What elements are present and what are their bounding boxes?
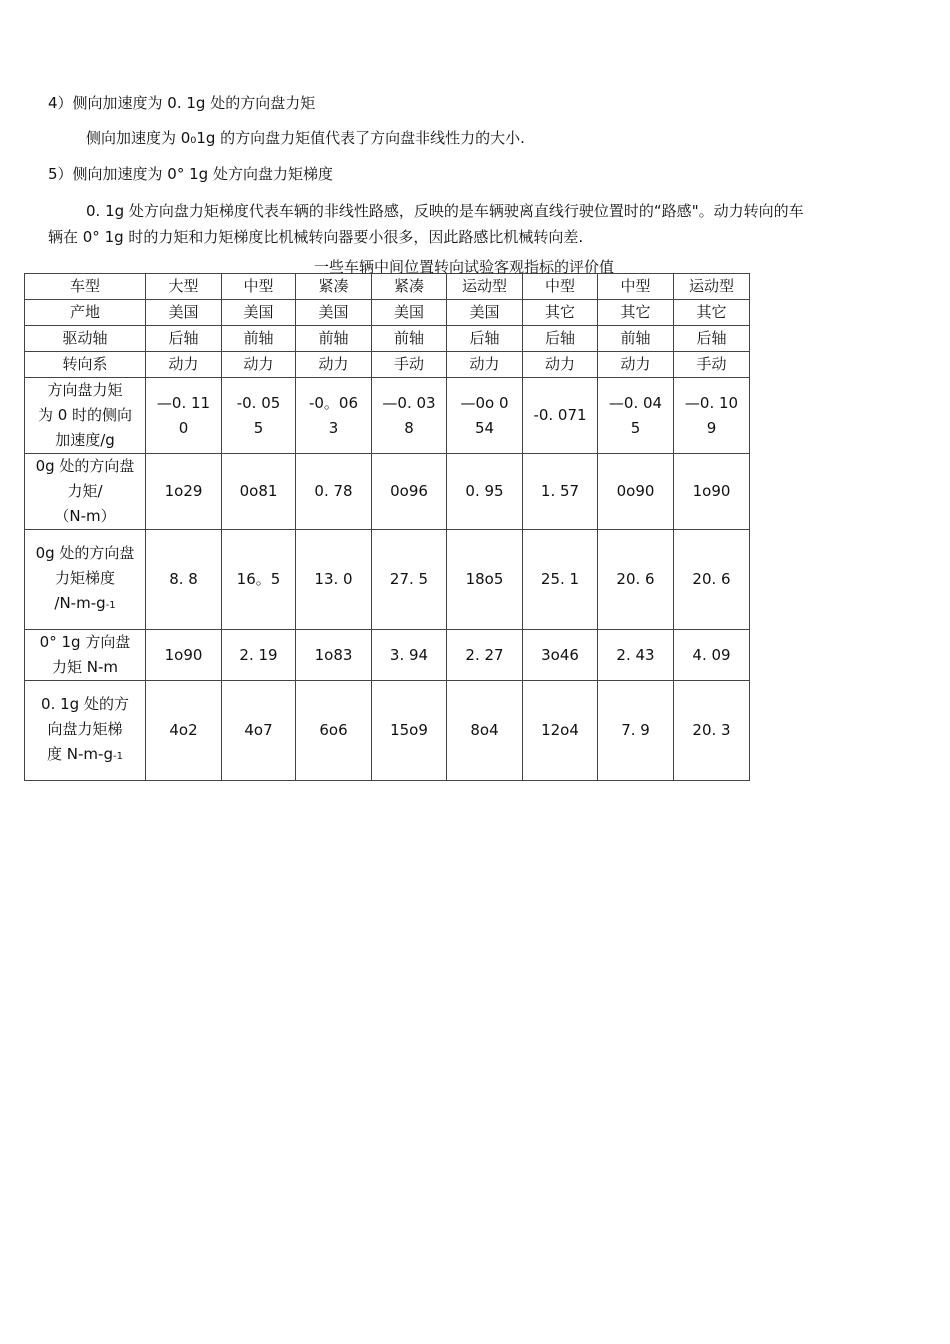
table-cell: 4o7 — [222, 681, 296, 781]
table-row — [25, 630, 750, 681]
row-label-line: 0. 1g 处的方 — [41, 695, 129, 713]
table-cell: 动力 — [523, 352, 598, 378]
table-cell: 27. 5 — [372, 530, 447, 630]
table-row — [25, 378, 750, 454]
table-cell: 2. 43 — [598, 630, 674, 681]
table-cell: 其它 — [523, 300, 598, 326]
table-cell: —0o 054 — [447, 378, 523, 454]
table-cell: -0. 055 — [222, 378, 296, 454]
table-row — [25, 326, 750, 352]
table-cell: 前轴 — [598, 326, 674, 352]
table-cell: 后轴 — [674, 326, 750, 352]
table-cell: 0o90 — [598, 454, 674, 530]
table-cell: 动力 — [222, 352, 296, 378]
row-label-line: 加速度/g — [55, 431, 115, 449]
table-cell: 1o29 — [146, 454, 222, 530]
table-cell: 手动 — [674, 352, 750, 378]
row-label — [25, 630, 146, 681]
table-cell: —0. 038 — [372, 378, 447, 454]
row-label-line: 方向盘力矩 — [47, 381, 123, 399]
table-row — [25, 300, 750, 326]
table-cell: 7. 9 — [598, 681, 674, 781]
table-cell: -0. 071 — [523, 378, 598, 454]
row-label: 产地 — [25, 300, 146, 326]
row-label: 转向系 — [25, 352, 146, 378]
table-cell: —0. 110 — [146, 378, 222, 454]
table-cell: 0o96 — [372, 454, 447, 530]
row-label-line: 力矩/ — [67, 482, 103, 500]
section-5-heading: 5）侧向加速度为 0° 1g 处方向盘力矩梯度 — [48, 165, 333, 183]
table-cell: 15o9 — [372, 681, 447, 781]
table-cell: 紧凑 — [296, 274, 372, 300]
table-cell: 大型 — [146, 274, 222, 300]
table-cell: 0o81 — [222, 454, 296, 530]
table-cell: 4o2 — [146, 681, 222, 781]
table-cell: 动力 — [447, 352, 523, 378]
row-label-line: 力矩梯度 — [54, 569, 115, 587]
row-label-line: 0g 处的方向盘 — [35, 457, 135, 475]
table-cell: 动力 — [146, 352, 222, 378]
table-cell: 运动型 — [447, 274, 523, 300]
table-cell: 前轴 — [222, 326, 296, 352]
row-label-line: 0g 处的方向盘 — [35, 544, 135, 562]
table-cell: 1. 57 — [523, 454, 598, 530]
row-label — [25, 681, 146, 781]
table-cell: 动力 — [598, 352, 674, 378]
table-cell: 2. 27 — [447, 630, 523, 681]
table-cell: 后轴 — [447, 326, 523, 352]
table-cell: 美国 — [372, 300, 447, 326]
table-cell: 1o83 — [296, 630, 372, 681]
table-cell: 8. 8 — [146, 530, 222, 630]
table-cell: 美国 — [222, 300, 296, 326]
row-label — [25, 530, 146, 630]
table-cell: 美国 — [447, 300, 523, 326]
row-label-line: /N-m-g-1 — [54, 594, 116, 612]
table-row — [25, 454, 750, 530]
row-label-line: 向盘力矩梯 — [47, 720, 123, 738]
table-cell: 4. 09 — [674, 630, 750, 681]
table-cell: 20. 6 — [598, 530, 674, 630]
table-cell: 手动 — [372, 352, 447, 378]
table-cell: —0. 045 — [598, 378, 674, 454]
table-cell: —0. 109 — [674, 378, 750, 454]
table-caption: 一些车辆中间位置转向试验客观指标的评价值 — [314, 258, 615, 276]
section-4-text: 侧向加速度为 0₀1g 的方向盘力矩值代表了方向盘非线性力的大小. — [86, 129, 525, 147]
section-5-text-line-2: 辆在 0° 1g 时的力矩和力矩梯度比机械转向器要小很多，因此路感比机械转向差. — [48, 228, 584, 246]
table-cell: 其它 — [674, 300, 750, 326]
table-cell: 后轴 — [523, 326, 598, 352]
unit-exponent: -1 — [112, 751, 123, 762]
table-cell: 18o5 — [447, 530, 523, 630]
table-cell: -0。063 — [296, 378, 372, 454]
table-cell: 20. 6 — [674, 530, 750, 630]
table-cell: 3. 94 — [372, 630, 447, 681]
table-cell: 8o4 — [447, 681, 523, 781]
table-cell: 前轴 — [372, 326, 447, 352]
table-cell: 1o90 — [146, 630, 222, 681]
table-row — [25, 274, 750, 300]
table-cell: 中型 — [523, 274, 598, 300]
table-cell: 3o46 — [523, 630, 598, 681]
table-cell: 20. 3 — [674, 681, 750, 781]
table-cell: 美国 — [296, 300, 372, 326]
section-4-heading: 4）侧向加速度为 0. 1g 处的方向盘力矩 — [48, 94, 316, 112]
row-label — [25, 454, 146, 530]
table-cell: 其它 — [598, 300, 674, 326]
table-cell: 25. 1 — [523, 530, 598, 630]
table-cell: 1o90 — [674, 454, 750, 530]
table-row — [25, 530, 750, 630]
table-row — [25, 352, 750, 378]
table-cell: 6o6 — [296, 681, 372, 781]
row-label-line: 力矩 N-m — [51, 658, 118, 676]
row-label: 车型 — [25, 274, 146, 300]
table-row — [25, 681, 750, 781]
row-label-line: 0° 1g 方向盘 — [39, 633, 131, 651]
table-cell: 2. 19 — [222, 630, 296, 681]
table-cell: 紧凑 — [372, 274, 447, 300]
table-cell: 后轴 — [146, 326, 222, 352]
table-cell: 16。5 — [222, 530, 296, 630]
table-cell: 中型 — [222, 274, 296, 300]
row-label: 驱动轴 — [25, 326, 146, 352]
table-cell: 美国 — [146, 300, 222, 326]
evaluation-table — [24, 273, 750, 781]
table-cell: 13. 0 — [296, 530, 372, 630]
table-cell: 运动型 — [674, 274, 750, 300]
row-label — [25, 378, 146, 454]
row-label-line: （N-m） — [54, 507, 116, 525]
table-cell: 0. 78 — [296, 454, 372, 530]
section-5-text-line-1: 0. 1g 处方向盘力矩梯度代表车辆的非线性路感，反映的是车辆驶离直线行驶位置时的“路感"。动力转向的车 — [86, 202, 804, 220]
table-cell: 12o4 — [523, 681, 598, 781]
unit-exponent: -1 — [105, 600, 116, 611]
table-cell: 动力 — [296, 352, 372, 378]
row-label-line: 为 0 时的侧向 — [37, 406, 133, 424]
row-label-line: 度 N-m-g-1 — [47, 745, 123, 763]
table-cell: 中型 — [598, 274, 674, 300]
table-cell: 前轴 — [296, 326, 372, 352]
table-cell: 0. 95 — [447, 454, 523, 530]
